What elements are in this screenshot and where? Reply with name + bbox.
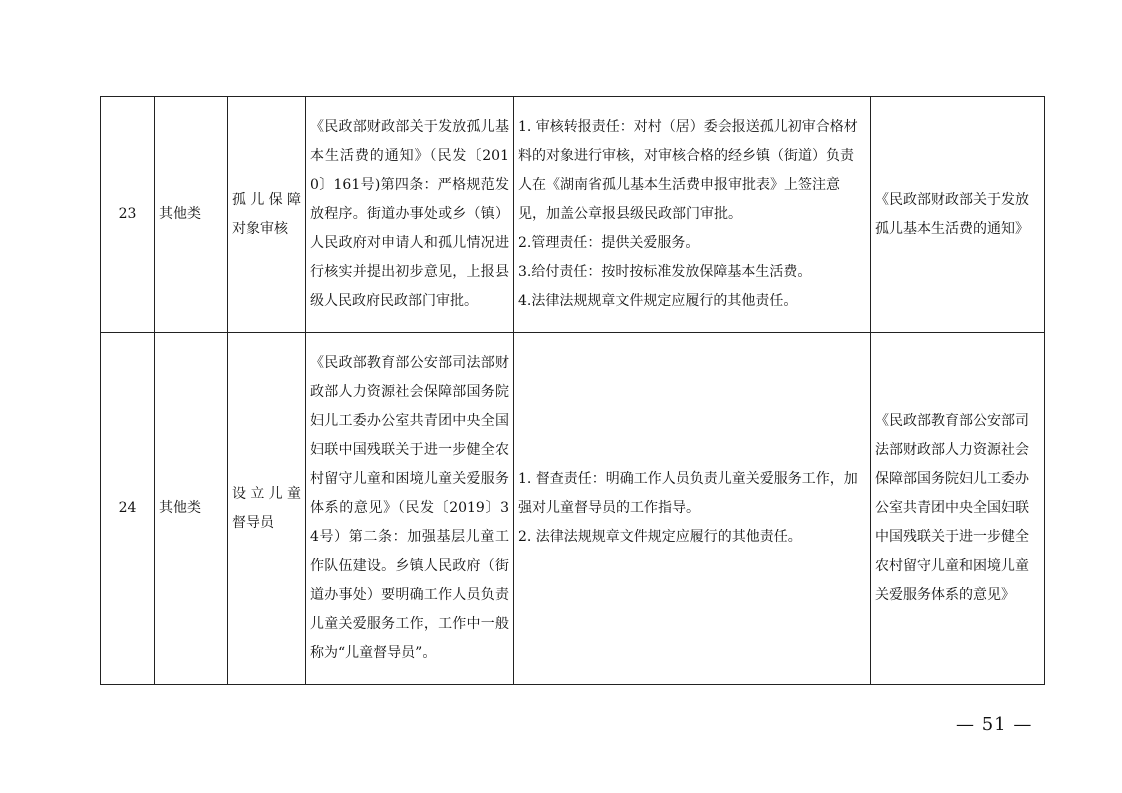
- responsibility-item: 2. 法律法规规章文件规定应履行的其他责任。: [518, 529, 802, 545]
- responsibility-item: 4.法律法规规章文件规定应履行的其他责任。: [518, 293, 798, 309]
- table-row: [101, 97, 1045, 333]
- table-row: [101, 333, 1045, 685]
- row-number: 24: [101, 333, 155, 685]
- responsibility-item: 2.管理责任：提供关爱服务。: [518, 235, 700, 251]
- responsibility-item: 3.给付责任：按时按标准发放保障基本生活费。: [518, 264, 812, 280]
- row-category: 其他类: [155, 333, 228, 685]
- row-reference: 《民政部财政部关于发放孤儿基本生活费的通知》: [871, 97, 1045, 333]
- row-legal-basis: 《民政部财政部关于发放孤儿基本生活费的通知》（民发〔2010〕161号)第四条：严格规范发放程序。街道办事处或乡（镇）人民政府对申请人和孤儿情况进行核实并提出初步意见，上报县级人民政府民政部门审批。: [306, 97, 514, 333]
- responsibility-item: 1. 督查责任：明确工作人员负责儿童关爱服务工作，加强对儿童督导员的工作指导。: [518, 471, 858, 516]
- page-number: — 51 —: [956, 714, 1033, 735]
- responsibility-item: 1. 审核转报责任：对村（居）委会报送孤儿初审合格材料的对象进行审核，对审核合格的经乡镇（街道）负责人在《湖南省孤儿基本生活费申报审批表》上签注意见，加盖公章报县级民政部门审批。: [518, 119, 858, 222]
- row-category: 其他类: [155, 97, 228, 333]
- duty-table: [100, 96, 1045, 685]
- row-reference: 《民政部教育部公安部司法部财政部人力资源社会保障部国务院妇儿工委办公室共青团中央全国妇联中国残联关于进一步健全农村留守儿童和困境儿童关爱服务体系的意见》: [871, 333, 1045, 685]
- row-item: 设立儿童督导员: [228, 333, 306, 685]
- row-legal-basis: 《民政部教育部公安部司法部财政部人力资源社会保障部国务院妇儿工委办公室共青团中央全国妇联中国残联关于进一步健全农村留守儿童和困境儿童关爱服务体系的意见》（民发〔2019〕34号）第二条：加强基层儿童工作队伍建设。乡镇人民政府（街道办事处）要明确工作人员负责儿童关爱服务工作，工作中一般称为“儿童督导员”。: [306, 333, 514, 685]
- row-number: 23: [101, 97, 155, 333]
- row-item: 孤儿保障对象审核: [228, 97, 306, 333]
- row-responsibilities: [514, 333, 871, 685]
- row-responsibilities: [514, 97, 871, 333]
